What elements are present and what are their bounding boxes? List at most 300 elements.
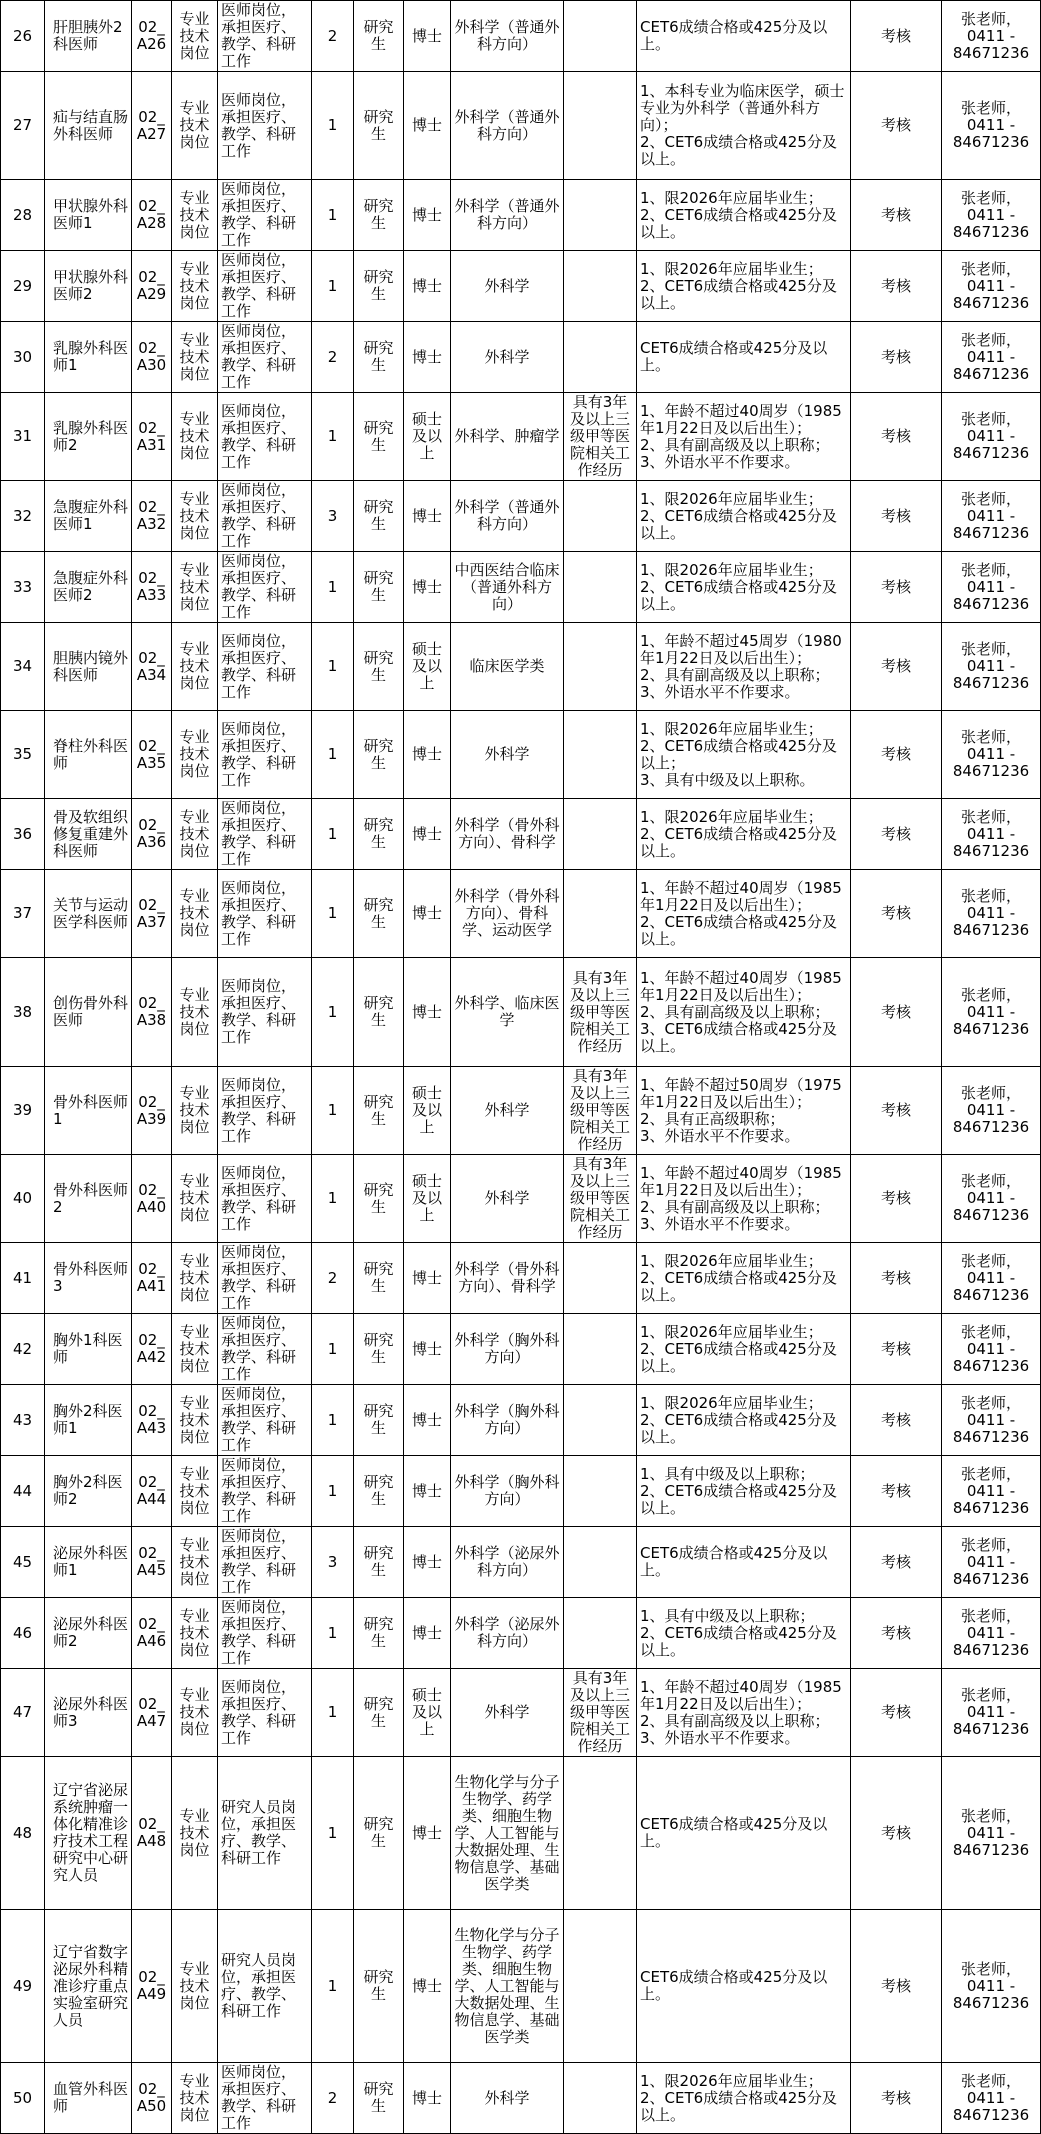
cell-contact-line: 张老师， (960, 188, 1021, 207)
cell-position-category: 专业技术岗位 (172, 1757, 218, 1910)
cell-contact-line: 0411 - (966, 1268, 1016, 1287)
cell-position-duty: 医师岗位，承担医疗、教学、科研工作 (218, 870, 312, 958)
cell-contact-line: 84671236 (952, 594, 1030, 613)
cell-requirements-line: 3、外语水平不作要求。 (640, 682, 800, 701)
cell-requirements-line: 2、具有副高级及以上职称； (640, 665, 830, 684)
cell-major: 外科学（胸外科方向） (451, 1314, 564, 1385)
cell-experience (564, 1527, 637, 1598)
cell-contact-line: 0411 - (966, 1976, 1016, 1995)
cell-position-duty: 医师岗位，承担医疗、教学、科研工作 (218, 1, 312, 72)
cell-requirements-line: 2、具有副高级及以上职称； (640, 435, 830, 454)
cell-requirements-line: 1、限2026年应届毕业生； (640, 1251, 823, 1270)
cell-position-name: 骨外科医师2 (45, 1155, 132, 1243)
cell-major: 外科学（骨外科方向）、骨科学 (451, 1243, 564, 1314)
cell-position-code: 02_A30 (132, 322, 172, 393)
cell-position-name: 泌尿外科医师1 (45, 1527, 132, 1598)
cell-contact (942, 623, 1041, 711)
cell-education: 研究生 (354, 1757, 404, 1910)
cell-contact-line: 0411 - (966, 824, 1016, 843)
cell-requirements (637, 799, 851, 870)
cell-position-duty: 医师岗位，承担医疗、教学、科研工作 (218, 1527, 312, 1598)
cell-position-duty: 医师岗位，承担医疗、教学、科研工作 (218, 552, 312, 623)
cell-contact (942, 1, 1041, 72)
cell-degree: 硕士及以上 (404, 393, 451, 481)
cell-position-code: 02_A40 (132, 1155, 172, 1243)
cell-requirements-line: 1、限2026年应届毕业生； (640, 560, 823, 579)
cell-contact-line: 0411 - (966, 1703, 1016, 1721)
cell-number: 50 (1, 2063, 45, 2134)
cell-hiring-count: 1 (312, 799, 354, 870)
cell-major: 外科学（普通外科方向） (451, 1, 564, 72)
cell-position-category: 专业技术岗位 (172, 1, 218, 72)
cell-exam-method: 考核 (851, 180, 942, 251)
cell-education: 研究生 (354, 1155, 404, 1243)
cell-contact (942, 552, 1041, 623)
cell-exam-method: 考核 (851, 1243, 942, 1314)
cell-major: 生物化学与分子生物学、药学类、细胞生物学、人工智能与大数据处理、生物信息学、基础医学类 (451, 1757, 564, 1910)
cell-education: 研究生 (354, 1527, 404, 1598)
cell-contact (942, 322, 1041, 393)
cell-exam-method: 考核 (851, 72, 942, 180)
cell-position-code: 02_A39 (132, 1067, 172, 1155)
cell-position-name: 创伤骨外科医师 (45, 958, 132, 1067)
cell-requirements-line: 2、CET6成绩合格或425分及以上。 (640, 1339, 837, 1375)
cell-position-name: 肝胆胰外2科医师 (45, 1, 132, 72)
cell-exam-method: 考核 (851, 1910, 942, 2063)
cell-requirements-line: 1、本科专业为临床医学，硕士专业为外科学（普通外科方向）； (640, 82, 845, 134)
cell-contact (942, 1527, 1041, 1598)
cell-major: 外科学 (451, 251, 564, 322)
cell-contact-line: 0411 - (966, 745, 1016, 763)
cell-requirements-line: 2、具有副高级及以上职称； (640, 1197, 830, 1216)
table-row (1, 711, 1041, 799)
cell-requirements (637, 711, 851, 799)
cell-requirements-line: 1、限2026年应届毕业生； (640, 259, 823, 278)
cell-position-duty: 医师岗位，承担医疗、教学、科研工作 (218, 72, 312, 180)
cell-position-code: 02_A47 (132, 1669, 172, 1757)
cell-contact (942, 393, 1041, 481)
cell-experience (564, 251, 637, 322)
cell-position-code: 02_A43 (132, 1385, 172, 1456)
cell-position-code: 02_A44 (132, 1456, 172, 1527)
cell-degree: 博士 (404, 711, 451, 799)
cell-contact-line: 84671236 (952, 1720, 1030, 1738)
cell-requirements-line: 1、限2026年应届毕业生； (640, 1393, 823, 1412)
cell-education: 研究生 (354, 1067, 404, 1155)
cell-experience (564, 2063, 637, 2134)
cell-contact-line: 84671236 (952, 1285, 1030, 1304)
cell-hiring-count: 1 (312, 958, 354, 1067)
cell-position-code: 02_A38 (132, 958, 172, 1067)
cell-degree: 博士 (404, 1456, 451, 1527)
cell-education: 研究生 (354, 1669, 404, 1757)
cell-requirements-line: 1、限2026年应届毕业生； (640, 1322, 823, 1341)
cell-contact-line: 84671236 (952, 1840, 1030, 1859)
cell-requirements-line: 1、年龄不超过45周岁（1980年1月22日及以后出生）； (640, 631, 842, 667)
cell-contact-line: 0411 - (966, 657, 1016, 675)
cell-degree: 博士 (404, 251, 451, 322)
cell-position-name: 胸外1科医师 (45, 1314, 132, 1385)
cell-position-code: 02_A36 (132, 799, 172, 870)
cell-requirements-line: 3、外语水平不作要求。 (640, 1126, 800, 1145)
cell-contact (942, 1067, 1041, 1155)
cell-degree: 博士 (404, 180, 451, 251)
cell-requirements (637, 481, 851, 552)
cell-exam-method: 考核 (851, 1155, 942, 1243)
table-row (1, 481, 1041, 552)
cell-contact-line: 84671236 (952, 1427, 1030, 1446)
cell-degree: 博士 (404, 1314, 451, 1385)
cell-position-category: 专业技术岗位 (172, 1067, 218, 1155)
cell-contact-line: 0411 - (966, 2088, 1016, 2107)
cell-contact (942, 1598, 1041, 1669)
cell-number: 34 (1, 623, 45, 711)
cell-degree: 博士 (404, 1910, 451, 2063)
cell-number: 31 (1, 393, 45, 481)
cell-experience: 具有3年及以上三级甲等医院相关工作经历 (564, 393, 637, 481)
cell-requirements-line: 2、CET6成绩合格或425分及以上。 (640, 506, 837, 542)
cell-hiring-count: 2 (312, 322, 354, 393)
cell-number: 41 (1, 1243, 45, 1314)
cell-requirements-line: 1、年龄不超过40周岁（1985年1月22日及以后出生）； (640, 1677, 842, 1713)
table-row (1, 1910, 1041, 2063)
cell-education: 研究生 (354, 1910, 404, 2063)
cell-contact-line: 0411 - (966, 427, 1016, 445)
cell-contact (942, 1757, 1041, 1910)
cell-position-duty: 医师岗位，承担医疗、教学、科研工作 (218, 958, 312, 1067)
cell-education: 研究生 (354, 180, 404, 251)
cell-position-code: 02_A35 (132, 711, 172, 799)
cell-education: 研究生 (354, 2063, 404, 2134)
cell-exam-method: 考核 (851, 870, 942, 958)
cell-requirements-line: 2、CET6成绩合格或425分及以上。 (640, 205, 837, 241)
cell-position-duty: 医师岗位，承担医疗、教学、科研工作 (218, 393, 312, 481)
cell-position-name: 脊柱外科医师 (45, 711, 132, 799)
cell-hiring-count: 1 (312, 1910, 354, 2063)
cell-requirements-line: 1、限2026年应届毕业生； (640, 2071, 823, 2090)
cell-contact (942, 2063, 1041, 2134)
cell-requirements-line: CET6成绩合格或425分及以上。 (640, 1544, 828, 1579)
cell-education: 研究生 (354, 711, 404, 799)
cell-position-duty: 医师岗位，承担医疗、教学、科研工作 (218, 251, 312, 322)
cell-position-category: 专业技术岗位 (172, 322, 218, 393)
cell-education: 研究生 (354, 552, 404, 623)
cell-position-code: 02_A31 (132, 393, 172, 481)
cell-position-name: 乳腺外科医师1 (45, 322, 132, 393)
cell-contact-line: 0411 - (966, 347, 1016, 366)
table-row (1, 1314, 1041, 1385)
cell-requirements (637, 1067, 851, 1155)
cell-education: 研究生 (354, 322, 404, 393)
cell-contact-line: 84671236 (952, 523, 1030, 542)
cell-contact-line: 张老师， (960, 1251, 1021, 1270)
cell-contact-line: 84671236 (952, 222, 1030, 241)
cell-position-category: 专业技术岗位 (172, 1598, 218, 1669)
cell-major: 外科学 (451, 1669, 564, 1757)
cell-position-category: 专业技术岗位 (172, 552, 218, 623)
cell-position-name: 骨外科医师1 (45, 1067, 132, 1155)
cell-requirements-line: 2、CET6成绩合格或425分及以上。 (640, 133, 837, 168)
cell-education: 研究生 (354, 1, 404, 72)
cell-position-name: 血管外科医师 (45, 2063, 132, 2134)
cell-major: 外科学（普通外科方向） (451, 481, 564, 552)
cell-position-category: 专业技术岗位 (172, 711, 218, 799)
cell-contact (942, 1243, 1041, 1314)
cell-exam-method: 考核 (851, 623, 942, 711)
cell-requirements (637, 322, 851, 393)
cell-number: 26 (1, 1, 45, 72)
cell-exam-method: 考核 (851, 799, 942, 870)
cell-contact-line: 0411 - (966, 1189, 1016, 1207)
cell-requirements-line: 2、CET6成绩合格或425分及以上； (640, 736, 837, 772)
cell-exam-method: 考核 (851, 481, 942, 552)
cell-contact-line: 84671236 (952, 674, 1030, 692)
cell-position-duty: 医师岗位，承担医疗、教学、科研工作 (218, 1669, 312, 1757)
cell-degree: 博士 (404, 1, 451, 72)
cell-contact-line: 张老师， (960, 560, 1021, 579)
cell-experience (564, 1757, 637, 1910)
cell-requirements-line: CET6成绩合格或425分及以上。 (640, 339, 828, 374)
cell-experience: 具有3年及以上三级甲等医院相关工作经历 (564, 958, 637, 1067)
cell-requirements-line: 2、CET6成绩合格或425分及以上。 (640, 1410, 837, 1446)
cell-requirements-line: 1、年龄不超过40周岁（1985年1月22日及以后出生）； (640, 401, 842, 437)
cell-requirements (637, 1, 851, 72)
cell-requirements-line: 2、具有副高级及以上职称； (640, 1711, 830, 1730)
cell-experience (564, 711, 637, 799)
cell-position-category: 专业技术岗位 (172, 251, 218, 322)
cell-position-code: 02_A42 (132, 1314, 172, 1385)
cell-education: 研究生 (354, 1385, 404, 1456)
cell-position-duty: 医师岗位，承担医疗、教学、科研工作 (218, 1155, 312, 1243)
cell-contact-line: 84671236 (952, 1640, 1030, 1659)
cell-exam-method: 考核 (851, 322, 942, 393)
table-row (1, 322, 1041, 393)
table-row (1, 251, 1041, 322)
cell-position-name: 骨外科医师3 (45, 1243, 132, 1314)
cell-position-category: 专业技术岗位 (172, 1669, 218, 1757)
cell-contact-line: 张老师， (960, 1686, 1021, 1704)
cell-contact (942, 1669, 1041, 1757)
cell-position-duty: 医师岗位，承担医疗、教学、科研工作 (218, 481, 312, 552)
cell-position-category: 专业技术岗位 (172, 1314, 218, 1385)
cell-number: 44 (1, 1456, 45, 1527)
cell-experience (564, 1385, 637, 1456)
cell-position-code: 02_A27 (132, 72, 172, 180)
cell-position-name: 胸外2科医师1 (45, 1385, 132, 1456)
cell-degree: 博士 (404, 1243, 451, 1314)
cell-position-category: 专业技术岗位 (172, 481, 218, 552)
cell-number: 29 (1, 251, 45, 322)
cell-position-name: 乳腺外科医师2 (45, 393, 132, 481)
cell-position-name: 泌尿外科医师3 (45, 1669, 132, 1757)
cell-position-duty: 医师岗位，承担医疗、教学、科研工作 (218, 322, 312, 393)
cell-hiring-count: 1 (312, 552, 354, 623)
cell-contact-line: 张老师， (960, 807, 1021, 826)
cell-requirements-line: 1、具有中级及以上职称； (640, 1464, 815, 1483)
cell-contact-line: 84671236 (952, 1993, 1030, 2012)
cell-contact-line: 84671236 (952, 2105, 1030, 2124)
cell-degree: 博士 (404, 958, 451, 1067)
cell-position-category: 专业技术岗位 (172, 1910, 218, 2063)
cell-hiring-count: 1 (312, 251, 354, 322)
table-row (1, 1527, 1041, 1598)
cell-exam-method: 考核 (851, 958, 942, 1067)
cell-requirements (637, 1155, 851, 1243)
cell-position-code: 02_A33 (132, 552, 172, 623)
cell-contact-line: 0411 - (966, 577, 1016, 596)
cell-exam-method: 考核 (851, 552, 942, 623)
cell-position-code: 02_A41 (132, 1243, 172, 1314)
cell-contact (942, 799, 1041, 870)
cell-degree: 博士 (404, 1757, 451, 1910)
cell-position-name: 急腹症外科医师1 (45, 481, 132, 552)
cell-position-name: 关节与运动医学科医师 (45, 870, 132, 958)
cell-contact-line: 张老师， (960, 1606, 1021, 1625)
cell-education: 研究生 (354, 623, 404, 711)
cell-contact-line: 84671236 (952, 841, 1030, 860)
cell-number: 28 (1, 180, 45, 251)
cell-contact-line: 84671236 (952, 762, 1030, 780)
cell-experience (564, 322, 637, 393)
cell-degree: 博士 (404, 870, 451, 958)
cell-hiring-count: 1 (312, 1456, 354, 1527)
cell-requirements-line: 1、限2026年应届毕业生； (640, 807, 823, 826)
cell-experience (564, 1314, 637, 1385)
cell-requirements (637, 958, 851, 1067)
cell-contact (942, 1456, 1041, 1527)
cell-position-category: 专业技术岗位 (172, 180, 218, 251)
cell-requirements-line: 1、年龄不超过40周岁（1985年1月22日及以后出生）； (640, 968, 842, 1004)
table-row (1, 958, 1041, 1067)
table-row (1, 1669, 1041, 1757)
cell-position-category: 专业技术岗位 (172, 1155, 218, 1243)
cell-contact-line: 0411 - (966, 26, 1016, 45)
cell-major: 外科学（胸外科方向） (451, 1385, 564, 1456)
cell-position-duty: 医师岗位，承担医疗、教学、科研工作 (218, 799, 312, 870)
cell-contact-line: 张老师， (960, 1959, 1021, 1978)
cell-requirements-line: 2、具有副高级及以上职称； (640, 1002, 830, 1021)
cell-hiring-count: 1 (312, 1155, 354, 1243)
cell-major: 外科学 (451, 322, 564, 393)
cell-position-name: 甲状腺外科医师1 (45, 180, 132, 251)
cell-experience (564, 72, 637, 180)
cell-position-name: 甲状腺外科医师2 (45, 251, 132, 322)
cell-hiring-count: 2 (312, 1, 354, 72)
cell-degree: 博士 (404, 1598, 451, 1669)
cell-position-name: 骨及软组织修复重建外科医师 (45, 799, 132, 870)
cell-hiring-count: 1 (312, 393, 354, 481)
cell-contact-line: 84671236 (952, 1019, 1030, 1038)
table-row (1, 1155, 1041, 1243)
cell-requirements-line: 1、年龄不超过50周岁（1975年1月22日及以后出生）； (640, 1075, 842, 1111)
cell-education: 研究生 (354, 1314, 404, 1385)
cell-contact-line: 84671236 (952, 1118, 1030, 1136)
cell-requirements (637, 1757, 851, 1910)
cell-position-duty: 研究人员岗位，承担医疗、教学、科研工作 (218, 1757, 312, 1910)
cell-hiring-count: 1 (312, 870, 354, 958)
cell-contact (942, 180, 1041, 251)
cell-number: 48 (1, 1757, 45, 1910)
cell-major: 外科学 (451, 1155, 564, 1243)
cell-major: 生物化学与分子生物学、药学类、细胞生物学、人工智能与大数据处理、生物信息学、基础医学类 (451, 1910, 564, 2063)
cell-requirements (637, 180, 851, 251)
cell-contact-line: 0411 - (966, 205, 1016, 224)
cell-contact (942, 1910, 1041, 2063)
cell-hiring-count: 1 (312, 1669, 354, 1757)
cell-education: 研究生 (354, 1598, 404, 1669)
cell-position-category: 专业技术岗位 (172, 72, 218, 180)
cell-degree: 博士 (404, 1385, 451, 1456)
cell-requirements-line: 1、具有中级及以上职称； (640, 1606, 815, 1625)
cell-requirements-line: 1、限2026年应届毕业生； (640, 188, 823, 207)
cell-contact-line: 张老师， (960, 9, 1021, 28)
cell-exam-method: 考核 (851, 1757, 942, 1910)
cell-requirements-line: 2、CET6成绩合格或425分及以上。 (640, 912, 837, 948)
cell-degree: 博士 (404, 72, 451, 180)
cell-position-code: 02_A49 (132, 1910, 172, 2063)
cell-requirements-line: 2、CET6成绩合格或425分及以上。 (640, 1481, 837, 1517)
cell-contact-line: 0411 - (966, 1552, 1016, 1571)
cell-major: 中西医结合临床（普通外科方向） (451, 552, 564, 623)
cell-requirements-line: CET6成绩合格或425分及以上。 (640, 1968, 828, 2003)
cell-contact-line: 0411 - (966, 1002, 1016, 1021)
cell-degree: 博士 (404, 481, 451, 552)
cell-exam-method: 考核 (851, 1456, 942, 1527)
cell-requirements-line: 2、具有正高级职称； (640, 1109, 785, 1128)
cell-contact-line: 张老师， (960, 99, 1021, 117)
cell-position-category: 专业技术岗位 (172, 1385, 218, 1456)
cell-experience (564, 1910, 637, 2063)
cell-position-code: 02_A32 (132, 481, 172, 552)
cell-degree: 博士 (404, 799, 451, 870)
cell-contact-line: 84671236 (952, 921, 1030, 939)
cell-contact-line: 张老师， (960, 1322, 1021, 1341)
cell-requirements-line: 3、外语水平不作要求。 (640, 1728, 800, 1747)
table-row (1, 623, 1041, 711)
cell-hiring-count: 1 (312, 1757, 354, 1910)
cell-position-code: 02_A28 (132, 180, 172, 251)
cell-position-code: 02_A48 (132, 1757, 172, 1910)
cell-exam-method: 考核 (851, 1314, 942, 1385)
cell-position-code: 02_A34 (132, 623, 172, 711)
cell-position-name: 胸外2科医师2 (45, 1456, 132, 1527)
cell-contact-line: 0411 - (966, 506, 1016, 525)
cell-contact-line: 张老师， (960, 259, 1021, 278)
cell-contact-line: 84671236 (952, 1356, 1030, 1375)
cell-requirements-line: 2、CET6成绩合格或425分及以上。 (640, 1268, 837, 1304)
table-row (1, 1243, 1041, 1314)
cell-requirements-line: 1、限2026年应届毕业生； (640, 719, 823, 738)
cell-requirements-line: 1、限2026年应届毕业生； (640, 489, 823, 508)
cell-contact-line: 0411 - (966, 904, 1016, 922)
cell-major: 外科学（胸外科方向） (451, 1456, 564, 1527)
cell-experience (564, 799, 637, 870)
cell-hiring-count: 3 (312, 481, 354, 552)
cell-hiring-count: 1 (312, 1598, 354, 1669)
cell-number: 45 (1, 1527, 45, 1598)
cell-requirements (637, 1385, 851, 1456)
cell-contact-line: 0411 - (966, 276, 1016, 295)
cell-contact-line: 0411 - (966, 1823, 1016, 1842)
cell-degree: 博士 (404, 552, 451, 623)
cell-position-duty: 医师岗位，承担医疗、教学、科研工作 (218, 1456, 312, 1527)
cell-position-category: 专业技术岗位 (172, 1456, 218, 1527)
cell-contact-line: 张老师， (960, 1464, 1021, 1483)
table-row (1, 799, 1041, 870)
cell-degree: 硕士及以上 (404, 1669, 451, 1757)
cell-requirements (637, 552, 851, 623)
cell-experience (564, 1456, 637, 1527)
